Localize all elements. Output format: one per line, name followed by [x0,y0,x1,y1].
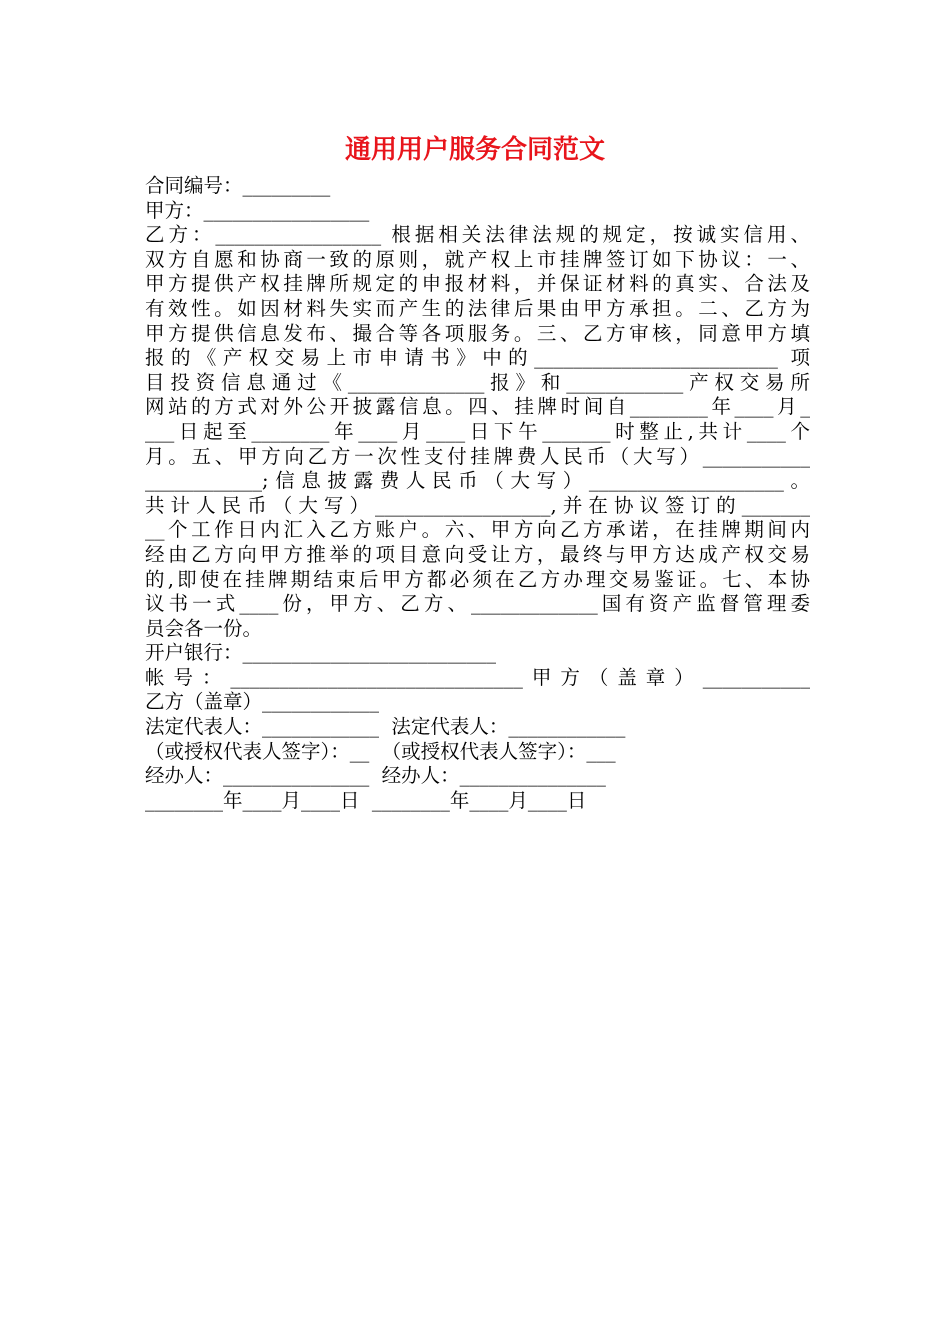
account-line: 帐号：______________________________甲方（盖章）___________ [145,665,810,689]
date-line: ________年____月____日 ________年____月____日 [145,788,587,812]
paragraph-line: 经由乙方向甲方推举的项目意向受让方，最终与甲方达成产权交易 [145,542,810,566]
paragraph-line: __个工作日内汇入乙方账户。六、甲方向乙方承诺，在挂牌期间内 [145,518,810,542]
paragraph-line: 网站的方式对外公开披露信息。四、挂牌时间自________年____月_ [145,395,810,419]
authorized-signature-line: （或授权代表人签字）：__ （或授权代表人签字）：___ [145,739,616,763]
paragraph-line: 甲方提供产权挂牌所规定的申报材料，并保证材料的真实、合法及 [145,272,810,296]
contract-number-line: 合同编号：_________ [145,174,331,197]
paragraph-line: ____________;信息披露费人民币（大写）____________________。 [145,469,810,493]
paragraph-line: 员会各一份。 [145,616,263,640]
paragraph-line: 的,即使在挂牌期结束后甲方都必须在乙方办理交易鉴证。七、本协 [145,567,810,591]
paragraph-line: 甲方提供信息发布、撮合等各项服务。三、乙方审核，同意甲方填 [145,321,810,345]
paragraph-line: 共计人民币（大写）__________________,并在协议签订的_______ [145,493,810,517]
paragraph-line: 议书一式____份，甲方、乙方、_____________国有资产监督管理委 [145,592,810,616]
paragraph-line: 双方自愿和协商一致的原则，就产权上市挂牌签订如下协议：一、 [145,247,810,271]
bank-line: 开户银行：__________________________ [145,641,497,665]
paragraph-line: 乙方：_________________ 根据相关法律法规的规定，按诚实信用、 [145,223,810,247]
party-a-line: 甲方：_________________ [145,198,370,222]
party-b-seal-line: 乙方（盖章）____________ [145,690,380,714]
contract-body [145,174,810,813]
paragraph-line: ___日起至________年____月____日下午_______时整止,共计____个 [145,419,810,443]
paragraph-line: 报的《产权交易上市申请书》中的_________________________ 项 [145,346,810,370]
paragraph-line: 目投资信息通过《______________报》和____________产权交易所 [145,370,810,394]
handler-line: 经办人：_______________ 经办人：_______________ [145,764,606,788]
legal-representative-line: 法定代表人：____________ 法定代表人：____________ [145,715,626,739]
paragraph-line: 有效性。如因材料失实而产生的法律后果由甲方承担。二、乙方为 [145,296,810,320]
document-title: 通用用户服务合同范文 [344,135,605,165]
paragraph-line: 月。五、甲方向乙方一次性支付挂牌费人民币（大写）___________ [145,444,810,468]
